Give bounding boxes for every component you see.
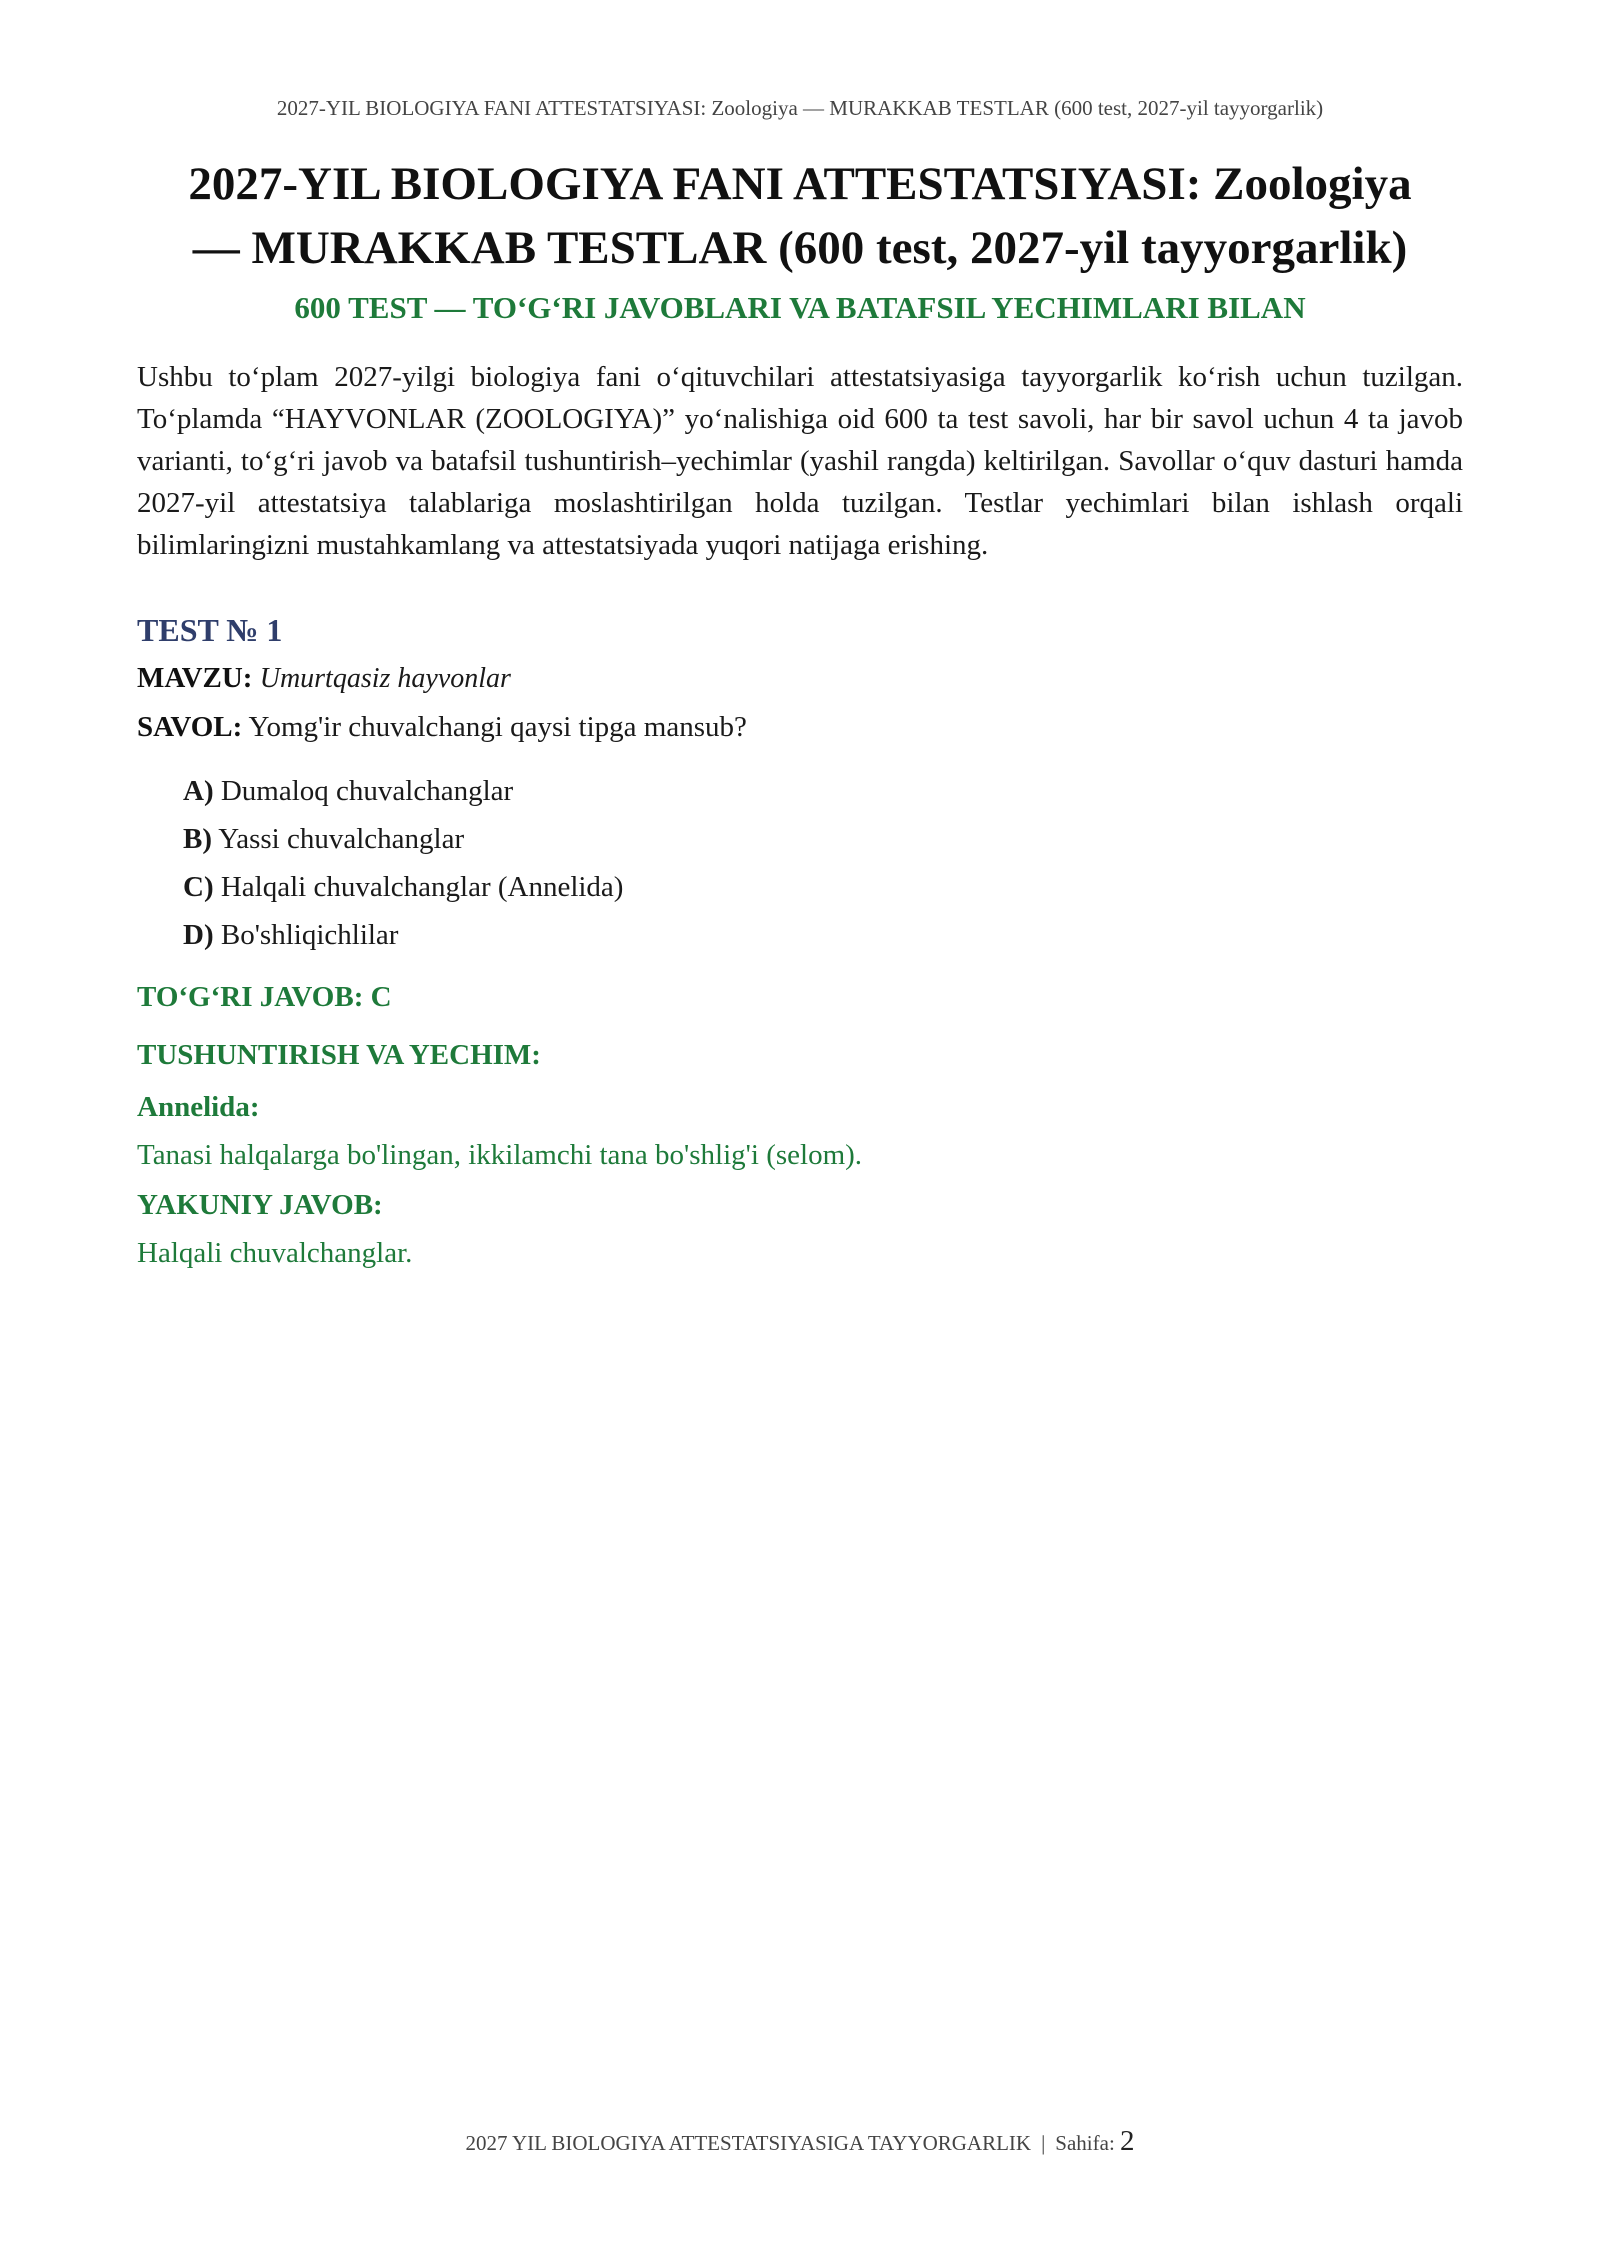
topic-value: Umurtqasiz hayvonlar [259,663,511,694]
option-letter: C) [183,871,214,903]
correct-answer: TO‘G‘RI JAVOB: C [137,981,392,1013]
answer-options [137,767,1463,959]
explanation-heading: TUSHUNTIRISH VA YECHIM: [137,1039,541,1071]
document-title [137,152,1463,280]
option-text: Dumaloq chuvalchanglar [220,775,514,807]
option-d [183,911,1463,959]
option-letter: A) [183,775,214,807]
option-letter: B) [183,823,212,855]
final-answer-text: Halqali chuvalchanglar. [137,1237,413,1269]
question-line [137,707,1463,747]
option-text: Halqali chuvalchanglar (Annelida) [220,871,624,903]
test-heading: TEST № 1 [137,612,283,648]
document-title-line-2: — MURAKKAB TESTLAR (600 test, 2027-yil tayyorgarlik) [192,222,1408,274]
final-answer-heading: YAKUNIY JAVOB: [137,1189,383,1221]
page-content [137,152,1463,1273]
question-label: SAVOL: [137,711,243,743]
explanation-text: Tanasi halqalarga bo'lingan, ikkilamchi tana bo'shlig'i (selom). [137,1139,863,1171]
option-text: Yassi chuvalchanglar [218,823,465,855]
option-a [183,767,1463,815]
option-b [183,815,1463,863]
page-number: 2 [1120,2125,1135,2157]
explanation-subheading: Annelida: [137,1091,260,1123]
page-footer [0,2125,1600,2158]
footer-text: 2027 YIL BIOLOGIYA ATTESTATSIYASIGA TAYYORGARLIK [465,2131,1032,2155]
document-subtitle: 600 TEST — TO‘G‘RI JAVOBLARI VA BATAFSIL YECHIMLARI BILAN [294,290,1306,325]
option-text: Bo'shliqichlilar [220,919,399,951]
question-text: Yomg'ir chuvalchangi qaysi tipga mansub? [248,711,747,743]
intro-paragraph: Ushbu to‘plam 2027-yilgi biologiya fani o‘qituvchilari attestatsiyasiga tayyorgarlik ko‘rish uchun tuzilgan. To‘plamda “HAYVONLAR (ZOOLOGIYA)” yo‘nalishiga oid 600 ta test savoli, har bir savol uchun 4 ta javob varianti, to‘g‘ri javob va batafsil tushuntirish–yechimlar (yashil rangda) keltirilgan. Savollar o‘quv dasturi hamda 2027-yil attestatsiya talablariga moslashtirilgan holda tuzilgan. Testlar yechimlari bilan ishlash orqali bilimlaringizni mustahkamlang va attestatsiyada yuqori natijaga erishing. [137,361,1463,561]
option-c [183,863,1463,911]
document-title-line-1: 2027-YIL BIOLOGIYA FANI ATTESTATSIYASI: Zoologiya [188,158,1412,210]
option-letter: D) [183,919,214,951]
footer-separator: | [1041,2131,1046,2155]
topic-line [137,658,1463,699]
running-header: 2027-YIL BIOLOGIYA FANI ATTESTATSIYASI: Zoologiya — MURAKKAB TESTLAR (600 test, 2027-yil tayyorgarlik) [276,96,1324,120]
page-label: Sahifa: [1055,2131,1115,2155]
topic-label: MAVZU: [137,662,253,694]
